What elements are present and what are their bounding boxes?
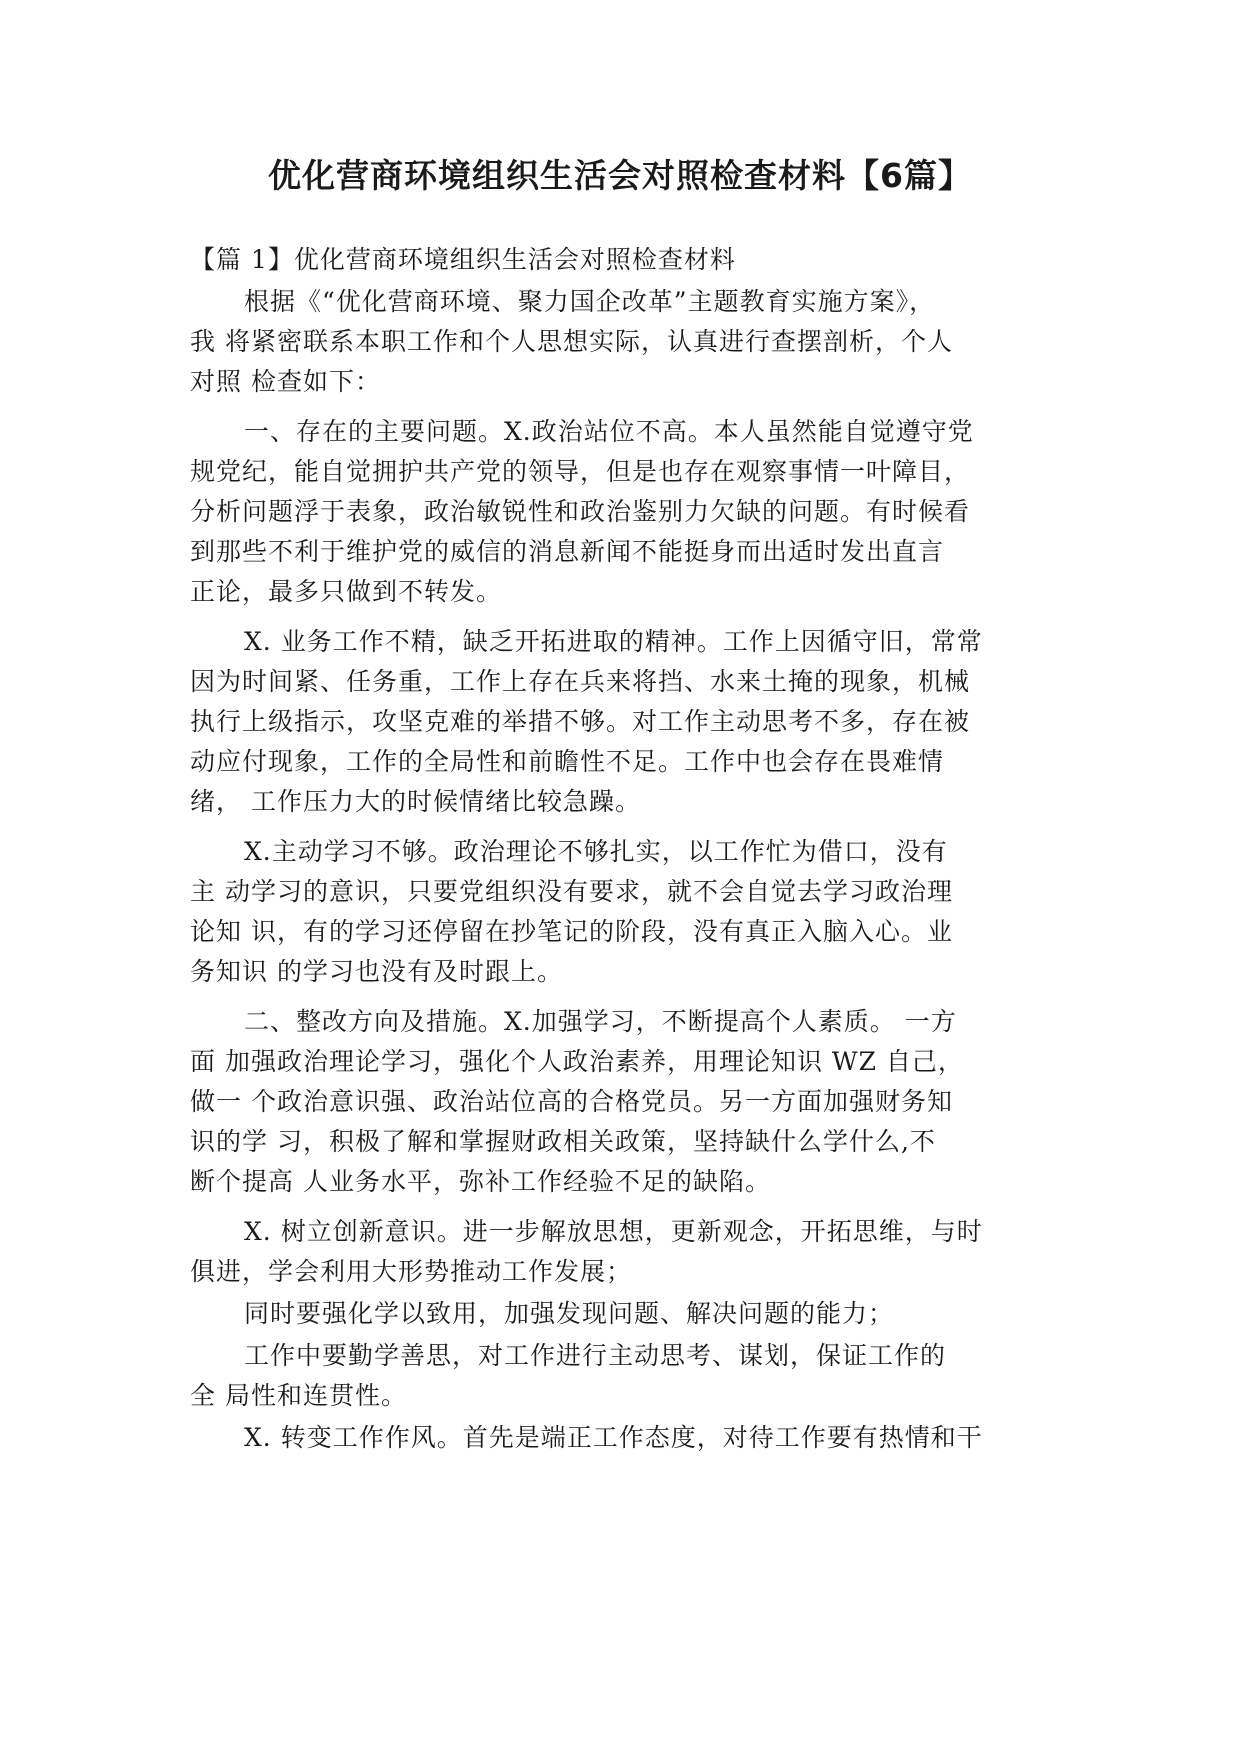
paragraph-line: X. 业务工作不精，缺乏开拓进取的精神。工作上因循守旧，常常 xyxy=(244,627,983,656)
paragraph-line: 主 动学习的意识，只要党组织没有要求，就不会自觉去学习政治理 xyxy=(190,877,953,906)
paragraph-line: 对照 检查如下： xyxy=(190,367,381,396)
paragraph xyxy=(190,622,1050,822)
document-title: 优化营商环境组织生活会对照检查材料【6篇】 xyxy=(268,156,972,195)
paragraph-line: 同时要强化学以致用，加强发现问题、解决问题的能力； xyxy=(244,1299,895,1328)
document-body xyxy=(190,240,1050,1460)
paragraph-line: 分析问题浮于表象，政治敏锐性和政治鉴别力欠缺的问题。有时候看 xyxy=(190,497,971,526)
paragraph-line: 工作中要勤学善思，对工作进行主动思考、谋划，保证工作的 xyxy=(244,1341,947,1370)
paragraph-line: 做一 个政治意识强、政治站位高的合格党员。另一方面加强财务知 xyxy=(190,1087,953,1116)
paragraph-line: 根据《“优化营商环境、聚力国企改革”主题教育实施方案》， xyxy=(244,287,936,316)
paragraph-line: 识的学 习，积极了解和掌握财政相关政策，坚持缺什么学什么,不 xyxy=(190,1127,936,1156)
paragraph-line: 二、整改方向及措施。X.加强学习，不断提高个人素质。 一方 xyxy=(244,1007,957,1036)
paragraph xyxy=(190,1336,1050,1416)
paragraph-line: 正论，最多只做到不转发。 xyxy=(190,577,503,606)
paragraph-line: 论知 识，有的学习还停留在抄笔记的阶段，没有真正入脑入心。业 xyxy=(190,917,953,946)
paragraph-line: 执行上级指示，攻坚克难的举措不够。对工作主动思考不多，存在被 xyxy=(190,707,971,736)
paragraph-line: 俱进，学会利用大形势推动工作发展； xyxy=(190,1257,633,1286)
paragraph-line: X. 转变工作作风。首先是端正工作态度，对待工作要有热情和干 xyxy=(244,1423,983,1452)
paragraph-line: 断个提高 人业务水平，弥补工作经验不足的缺陷。 xyxy=(190,1167,771,1196)
paragraph xyxy=(190,1002,1050,1202)
paragraph-line: 一、存在的主要问题。X.政治站位不高。本人虽然能自觉遵守党 xyxy=(244,417,974,446)
paragraph xyxy=(190,1294,1050,1334)
paragraph-list xyxy=(190,282,1050,1458)
paragraph-line: 我 将紧密联系本职工作和个人思想实际，认真进行查摆剖析，个人 xyxy=(190,327,953,356)
paragraph xyxy=(190,282,1050,402)
paragraph xyxy=(190,832,1050,992)
paragraph-line: 动应付现象，工作的全局性和前瞻性不足。工作中也会存在畏难情 xyxy=(190,747,945,776)
paragraph-line: 全 局性和连贯性。 xyxy=(190,1381,407,1410)
paragraph-line: 规党纪，能自觉拥护共产党的领导，但是也存在观察事情一叶障目， xyxy=(190,457,971,486)
paragraph-line: 因为时间紧、任务重，工作上存在兵来将挡、水来土掩的现象，机械 xyxy=(190,667,971,696)
section-heading: 【篇 1】优化营商环境组织生活会对照检查材料 xyxy=(190,245,736,274)
paragraph-line: 务知识 的学习也没有及时跟上。 xyxy=(190,957,563,986)
paragraph-line: 绪， 工作压力大的时候情绪比较急躁。 xyxy=(190,787,641,816)
paragraph-line: 面 加强政治理论学习，强化个人政治素养，用理论知识 WZ 自己， xyxy=(190,1047,964,1076)
paragraph xyxy=(190,412,1050,612)
paragraph xyxy=(190,1212,1050,1292)
paragraph-line: X. 树立创新意识。进一步解放思想，更新观念，开拓思维，与时 xyxy=(244,1217,983,1246)
paragraph-line: 到那些不利于维护党的威信的消息新闻不能挺身而出适时发出直言 xyxy=(190,537,945,566)
paragraph-line: X.主动学习不够。政治理论不够扎实，以工作忙为借口，没有 xyxy=(244,837,948,866)
paragraph xyxy=(190,1418,1050,1458)
